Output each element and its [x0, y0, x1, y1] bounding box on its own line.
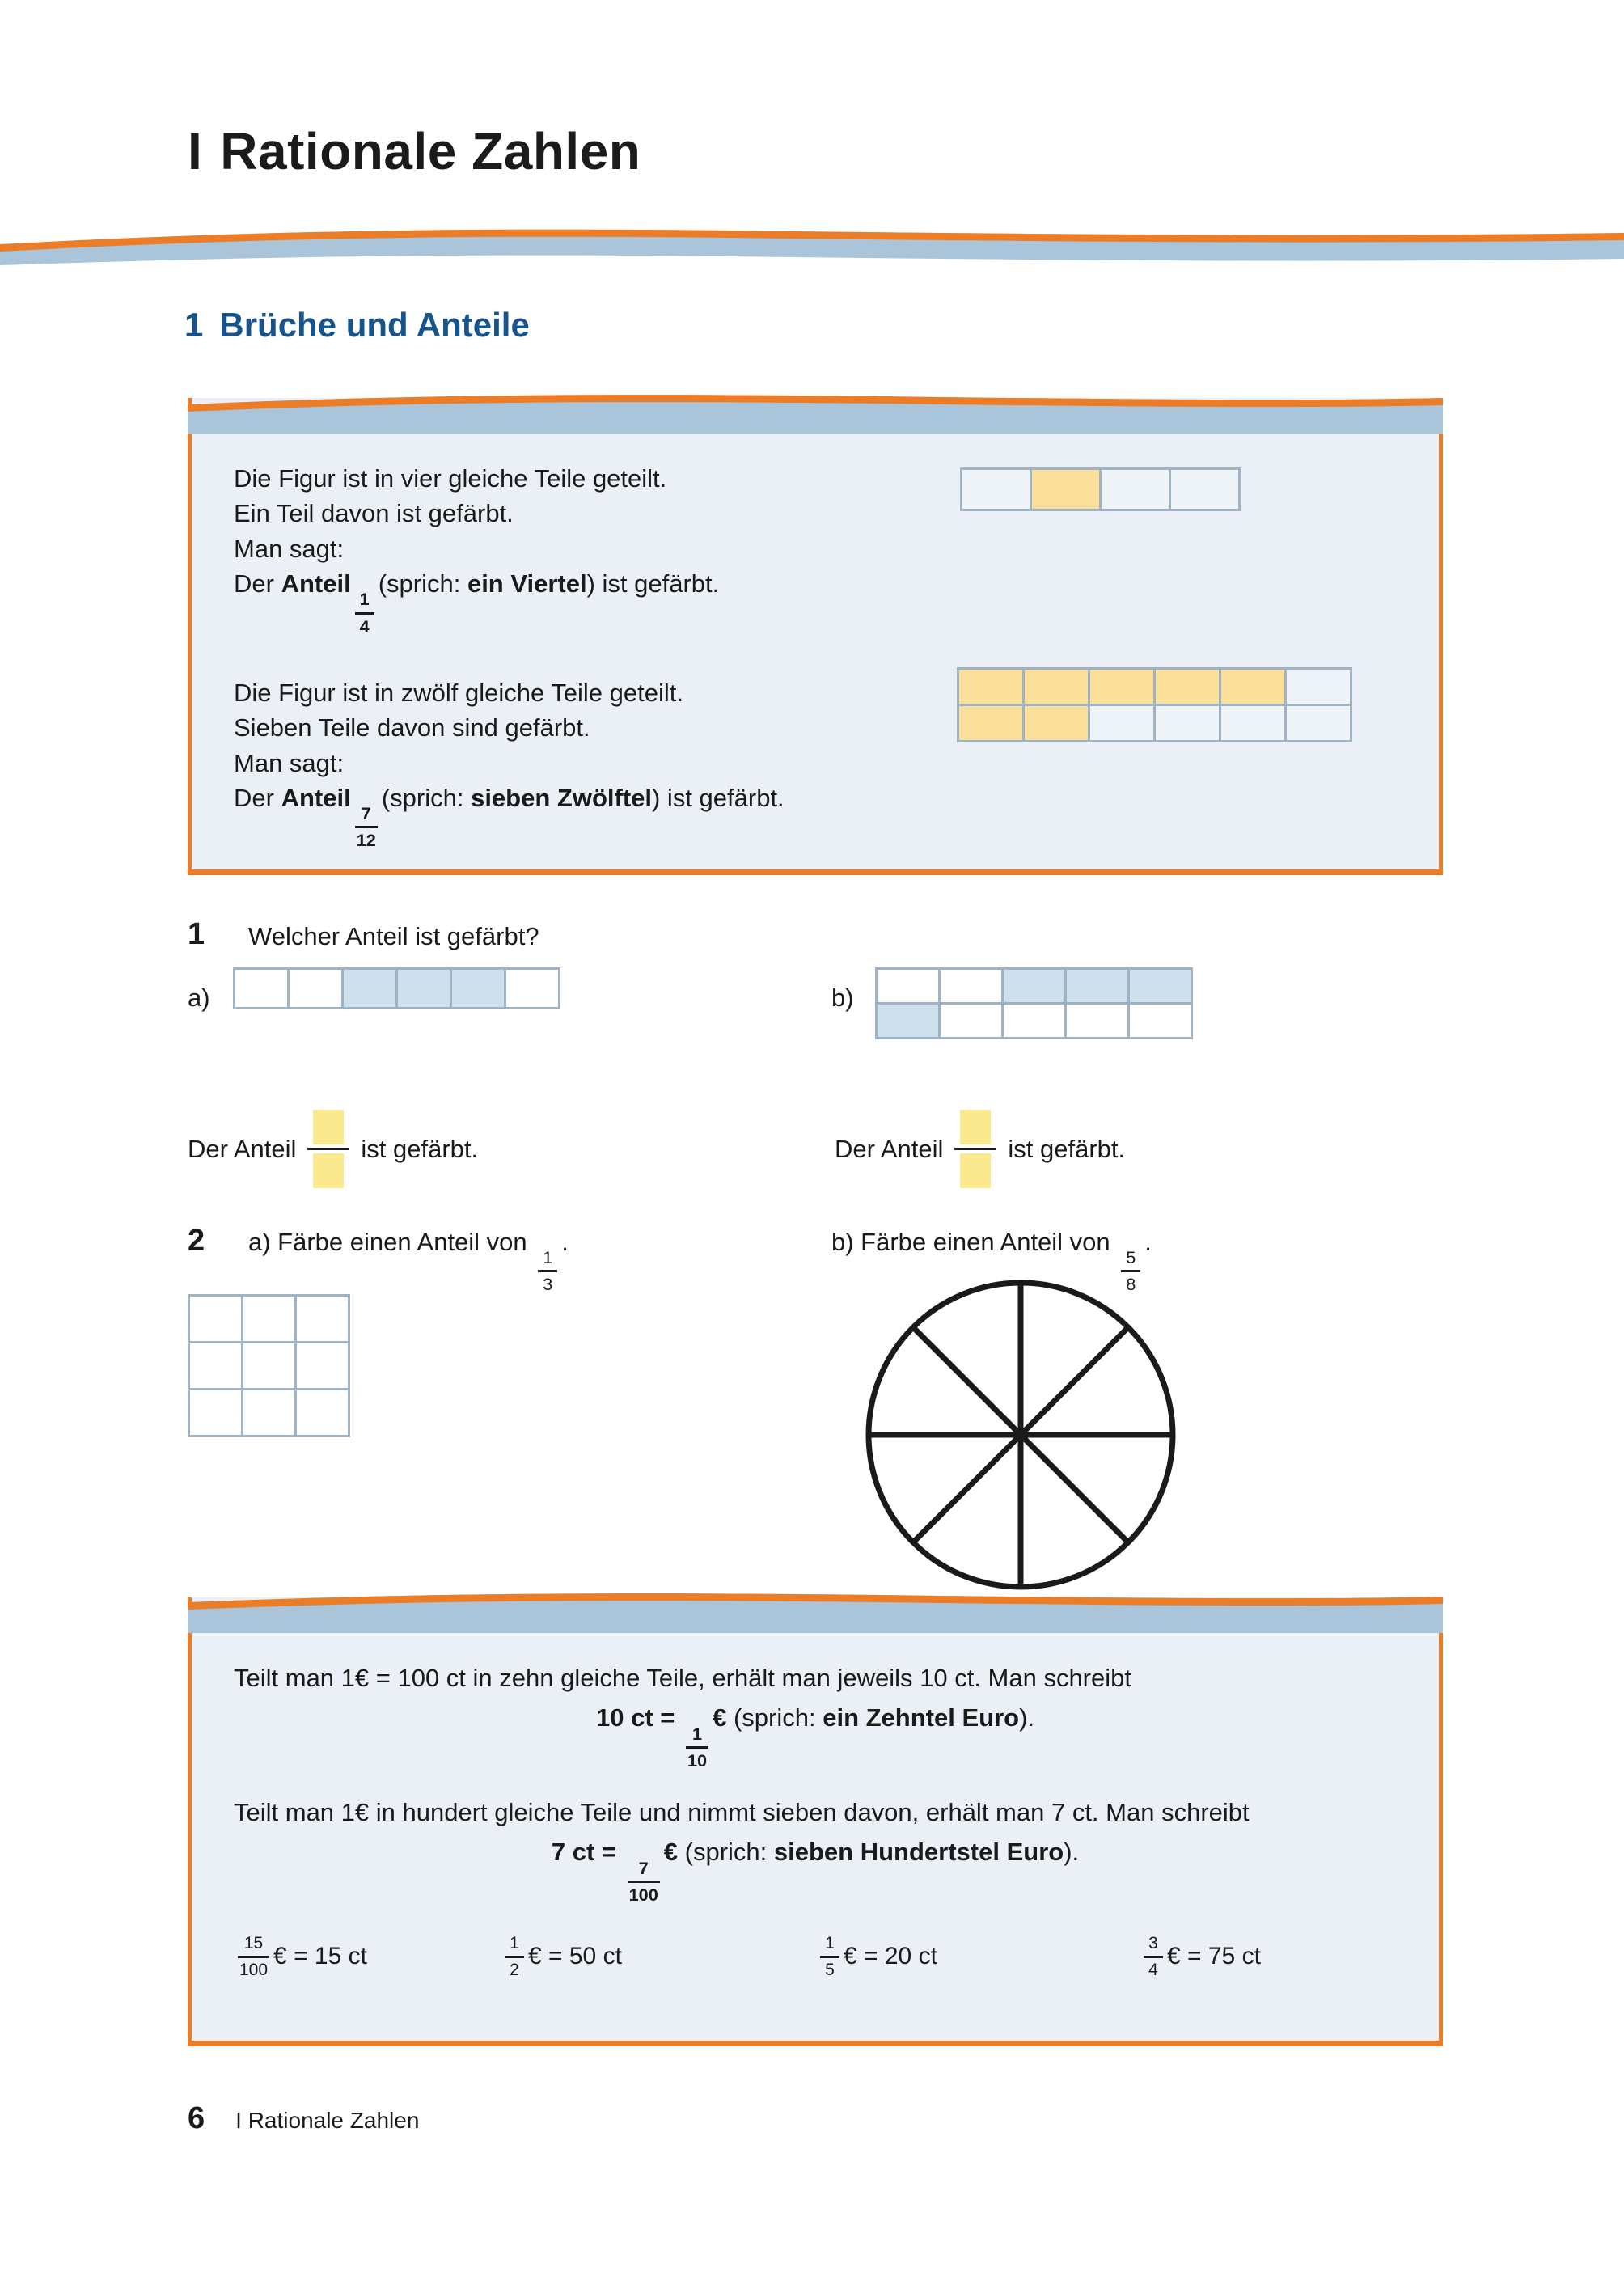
fraction-bar: [538, 1270, 557, 1272]
info-1b-mid: (sprich:: [381, 784, 472, 813]
fraction-bar: [355, 826, 378, 828]
eq2-left: 7 ct =: [551, 1838, 624, 1867]
euro-example: [1140, 1934, 1382, 1979]
eq1-mid: (sprich:: [726, 1703, 823, 1732]
answer-blank-fraction-1b[interactable]: [954, 1110, 996, 1188]
info-2-para1: Teilt man 1€ = 100 ct in zehn gleiche Teile, erhält man jeweils 10 ct. Man schreibt: [234, 1664, 1131, 1692]
fraction-numerator: 7: [361, 803, 371, 824]
fraction-bar: [238, 1956, 269, 1958]
fraction-bar: [505, 1956, 524, 1958]
info-1a-mid: (sprich:: [378, 569, 467, 599]
fraction-denominator: 100: [239, 1960, 269, 1979]
grid-cell[interactable]: [1004, 970, 1064, 1002]
figure-exercise-2a-grid[interactable]: [188, 1294, 350, 1437]
footer-chapter-title: I Rationale Zahlen: [235, 2108, 420, 2133]
fraction-one-third: [538, 1248, 557, 1295]
fraction-numerator: 1: [359, 589, 370, 610]
fraction-bar: [307, 1148, 349, 1150]
grid-cell[interactable]: [959, 706, 1022, 740]
euro-example: [234, 1934, 501, 1979]
grid-cell[interactable]: [506, 970, 558, 1007]
fraction-bar: [820, 1956, 839, 1958]
info-2-equation-2: [234, 1838, 1397, 1905]
eq2-unit: €: [663, 1838, 679, 1867]
euro-example-result: € = 75 ct: [1167, 1943, 1261, 1970]
grid-cell[interactable]: [959, 670, 1022, 704]
page-number: 6: [188, 2101, 205, 2135]
grid-cell[interactable]: [1130, 1005, 1191, 1037]
info-1b-prefix: Der: [234, 784, 281, 813]
fraction-numerator: 1: [510, 1934, 519, 1953]
fraction-seven-hundredths: [628, 1859, 660, 1906]
answer-suffix: ist gefärbt.: [1008, 1134, 1126, 1163]
fraction: [238, 1934, 269, 1979]
grid-cell[interactable]: [235, 970, 287, 1007]
fraction-denominator: 5: [825, 1960, 835, 1979]
grid-cell[interactable]: [1156, 706, 1219, 740]
exercise-2-number: 2: [188, 1224, 205, 1258]
fraction-one-quarter: [355, 590, 374, 637]
info-1a-line4: [234, 566, 1397, 637]
figure-exercise-2b-circle[interactable]: [862, 1276, 1179, 1593]
fraction-bar: [686, 1746, 708, 1749]
chapter-title-text: Rationale Zahlen: [220, 122, 641, 180]
fraction-one-tenth: [686, 1724, 708, 1771]
grid-cell[interactable]: [190, 1390, 241, 1435]
grid-cell[interactable]: [1090, 706, 1153, 740]
fraction-bar: [355, 612, 374, 615]
exercise-1-prompt: Welcher Anteil ist gefärbt?: [248, 922, 539, 950]
eq2-bold: sieben Hundertstel Euro: [773, 1838, 1064, 1867]
info-1a-line3: Man sagt:: [234, 534, 345, 563]
fraction-denominator: 12: [356, 830, 376, 851]
section-title: [184, 306, 530, 345]
fraction-numerator: 15: [243, 1934, 264, 1953]
fraction-denominator: 4: [1148, 1960, 1158, 1979]
eq1-suffix: ).: [1019, 1703, 1035, 1732]
grid-cell[interactable]: [878, 970, 938, 1002]
exercise-2b-prefix: b) Färbe einen Anteil von: [831, 1228, 1118, 1256]
info-box-1-content: [192, 398, 1439, 878]
info-1b-line1: Die Figur ist in zwölf gleiche Teile geteilt.: [234, 678, 683, 707]
page-footer: [188, 2101, 419, 2136]
figure-seven-twelfths-grid: [957, 667, 1352, 742]
info-box-euro-brueche: [188, 1597, 1443, 2046]
fraction-denominator: 2: [510, 1960, 519, 1979]
answer-prefix: Der Anteil: [835, 1134, 944, 1163]
grid-cell[interactable]: [962, 470, 1030, 509]
denominator-blank[interactable]: [960, 1153, 991, 1188]
grid-cell[interactable]: [297, 1343, 348, 1388]
eq1-unit: €: [713, 1703, 727, 1732]
answer-prefix: Der Anteil: [188, 1134, 297, 1163]
grid-cell[interactable]: [398, 970, 450, 1007]
info-1b-line4: [234, 781, 1397, 851]
grid-cell[interactable]: [941, 970, 1001, 1002]
info-2-para2: Teilt man 1€ in hundert gleiche Teile und nimmt sieben davon, erhält man 7 ct. Man schreibt: [234, 1798, 1250, 1827]
info-1a-bold-viertel: ein Viertel: [467, 569, 587, 599]
eq1-left: 10 ct =: [595, 1703, 682, 1732]
figure-exercise-1b-grid[interactable]: [875, 967, 1193, 1039]
numerator-blank[interactable]: [960, 1110, 991, 1144]
grid-cell[interactable]: [297, 1297, 348, 1341]
exercise-1-number: 1: [188, 917, 205, 951]
fraction-bar: [1144, 1956, 1163, 1958]
fraction-numerator: 1: [692, 1723, 703, 1744]
grid-cell[interactable]: [243, 1297, 294, 1341]
exercise-2a-prompt: [248, 1228, 569, 1295]
fraction-denominator: 4: [359, 616, 370, 637]
fraction-denominator: 10: [687, 1749, 708, 1771]
fraction-denominator: 100: [628, 1884, 658, 1905]
grid-cell[interactable]: [1090, 670, 1153, 704]
eq2-suffix: ).: [1064, 1838, 1080, 1867]
fraction-numerator: 3: [1148, 1934, 1158, 1953]
euro-example-result: € = 20 ct: [844, 1943, 937, 1970]
eq1-bold: ein Zehntel Euro: [823, 1703, 1020, 1732]
chapter-numeral: I: [188, 122, 203, 180]
fraction: [505, 1934, 524, 1979]
fraction-numerator: 7: [638, 1857, 649, 1878]
fraction: [1144, 1934, 1163, 1979]
info-1a-suffix: ) ist gefärbt.: [586, 569, 720, 599]
exercise-1a-answer-line: [188, 1110, 478, 1188]
grid-cell[interactable]: [1025, 706, 1088, 740]
grid-cell[interactable]: [344, 970, 395, 1007]
grid-cell[interactable]: [1032, 470, 1099, 509]
info-1b-bold-anteil: Anteil: [281, 784, 351, 813]
grid-cell[interactable]: [941, 1005, 1001, 1037]
exercise-1b-label: b): [831, 984, 854, 1012]
grid-cell[interactable]: [243, 1343, 294, 1388]
exercise-2b-suffix: .: [1144, 1228, 1152, 1256]
fraction-bar: [954, 1148, 996, 1150]
grid-cell[interactable]: [1025, 670, 1088, 704]
grid-cell[interactable]: [243, 1390, 294, 1435]
euro-example: [501, 1934, 816, 1979]
grid-cell[interactable]: [1171, 470, 1238, 509]
grid-cell[interactable]: [1067, 1005, 1127, 1037]
fraction-bar: [1121, 1270, 1140, 1272]
info-1b-bold-zwoelftel: sieben Zwölftel: [471, 784, 652, 813]
exercise-1b-answer-line: [835, 1110, 1125, 1188]
fraction-seven-twelfths: [355, 804, 378, 851]
chapter-divider: [0, 220, 1624, 270]
answer-blank-fraction-1a[interactable]: [307, 1110, 349, 1188]
euro-example-result: € = 15 ct: [273, 1943, 367, 1970]
info-box-anteile: [188, 398, 1443, 875]
fraction-bar: [628, 1881, 660, 1883]
grid-cell[interactable]: [297, 1390, 348, 1435]
info-box-2-content: [192, 1597, 1439, 2007]
numerator-blank[interactable]: [313, 1110, 344, 1144]
info-2-equation-1: [234, 1703, 1397, 1771]
info-1a-bold-anteil: Anteil: [281, 569, 351, 599]
denominator-blank[interactable]: [313, 1153, 344, 1188]
fraction-numerator: 1: [825, 1934, 835, 1953]
grid-cell[interactable]: [1221, 706, 1284, 740]
grid-cell[interactable]: [290, 970, 341, 1007]
figure-exercise-1a-bar[interactable]: [233, 967, 560, 1009]
fraction-denominator: 8: [1126, 1274, 1136, 1295]
section-title-text: Brüche und Anteile: [219, 306, 530, 344]
exercise-2a-prefix: a) Färbe einen Anteil von: [248, 1228, 535, 1256]
grid-cell[interactable]: [1287, 706, 1350, 740]
euro-fraction-examples: [234, 1934, 1397, 1979]
grid-cell[interactable]: [190, 1343, 241, 1388]
answer-suffix: ist gefärbt.: [361, 1134, 479, 1163]
eq2-mid: (sprich:: [678, 1838, 774, 1867]
exercise-2a-suffix: .: [561, 1228, 569, 1256]
euro-example-result: € = 50 ct: [528, 1943, 622, 1970]
fraction-denominator: 3: [543, 1274, 553, 1295]
info-1b-line3: Man sagt:: [234, 748, 345, 777]
grid-cell[interactable]: [1130, 970, 1191, 1002]
info-1b-line2: Sieben Teile davon sind gefärbt.: [234, 713, 590, 742]
grid-cell[interactable]: [1004, 1005, 1064, 1037]
figure-one-quarter-bar: [960, 467, 1241, 511]
grid-cell[interactable]: [1221, 670, 1284, 704]
fraction: [820, 1934, 839, 1979]
grid-cell[interactable]: [1067, 970, 1127, 1002]
grid-cell[interactable]: [1102, 470, 1169, 509]
grid-cell[interactable]: [878, 1005, 938, 1037]
grid-cell[interactable]: [452, 970, 504, 1007]
info-1a-line1: Die Figur ist in vier gleiche Teile geteilt.: [234, 464, 667, 493]
fraction-numerator: 5: [1126, 1247, 1136, 1268]
exercise-1a-label: a): [188, 984, 210, 1012]
grid-cell[interactable]: [1287, 670, 1350, 704]
section-numeral: 1: [184, 306, 204, 344]
fraction-numerator: 1: [543, 1247, 553, 1268]
euro-example: [816, 1934, 1140, 1979]
chapter-title: [188, 121, 641, 181]
grid-cell[interactable]: [190, 1297, 241, 1341]
info-1a-prefix: Der: [234, 569, 281, 599]
info-1a-line2: Ein Teil davon ist gefärbt.: [234, 499, 514, 528]
grid-cell[interactable]: [1156, 670, 1219, 704]
info-1b-suffix: ) ist gefärbt.: [652, 784, 785, 813]
